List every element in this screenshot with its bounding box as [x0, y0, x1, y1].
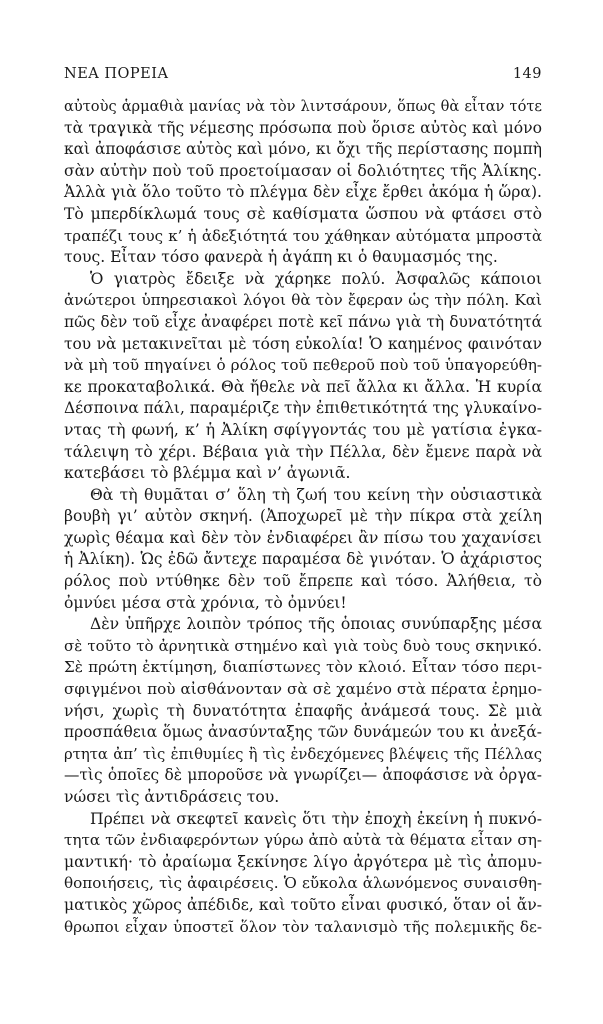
text-line: κατεβάσει τὸ βλέμμα καὶ ν’ ἀγωνιᾶ.	[64, 464, 351, 483]
text-line: ὀμνύει μέσα στὰ χρόνια, τὸ ὀμνύει!	[64, 593, 347, 612]
text-line: Τὸ μπερδίκλωμά τους σὲ καθίσματα ὥσπου νὰ φτάσει στὸ	[64, 204, 542, 223]
text-line: θρωποι εἶχαν ὑποστεῖ ὅλον τὸν ταλανισμὸ τῆς πολεμικῆς δε-	[64, 917, 542, 936]
text-line: ρόλος ποὺ ντύθηκε δὲν τοῦ ἔπρεπε καὶ τόσο. Ἀλήθεια, τὸ	[64, 572, 542, 591]
text-line: νήσι, χωρὶς τὴ δυνατότητα ἐπαφῆς ἀνάμεσά τους. Σὲ μιὰ	[64, 701, 542, 720]
text-line: νὰ μὴ τοῦ πηγαίνει ὁ ρόλος τοῦ πεθεροῦ ποὺ τοῦ ὑπαγορεύθη-	[64, 356, 542, 375]
text-line: αὐτοὺς ἁρμαθιὰ μανίας νὰ τὸν λιντσάρουν, ὅπως θὰ εἶταν τότε	[64, 98, 542, 115]
text-line: θοποιήσεις, τὶς ἀφαιρέσεις. Ὁ εὔκολα ἁλωνόμενος συναισθη-	[64, 874, 542, 893]
text-line: —τὶς ὁποῖες δὲ μποροῦσε νὰ γνωρίζει— ἀποφάσισε νὰ ὀργα-	[64, 766, 542, 785]
text-line: χωρὶς θέαμα καὶ δὲν τὸν ἐνδιαφέρει ἂν πίσω του χαχανίσει	[64, 528, 542, 547]
text-line: τητα τῶν ἐνδιαφερόντων γύρω ἀπὸ αὐτὰ τὰ θέματα εἶταν ση-	[64, 831, 542, 850]
text-line: Δέσποινα πάλι, παραμέριζε τὴν ἐπιθετικότητά της γλυκαίνο-	[64, 399, 542, 418]
text-line: ρτητα ἀπ’ τὶς ἐπιθυμίες ἢ τὶς ἐνδεχόμενες βλέψεις τῆς Πέλλας	[64, 745, 542, 763]
text-line: προσπάθεια ὅμως ἀνασύνταξης τῶν δυνάμεών του κι ἀνεξά-	[64, 723, 542, 742]
text-line: του νὰ μετακινεῖται μὲ τόση εὐκολία! Ὁ καημένος φαινόταν	[64, 334, 542, 353]
text-line: σὰν αὐτὴν ποὺ τοῦ προετοίμασαν οἱ δολιότητες τῆς Ἀλίκης.	[64, 161, 542, 180]
text-line: τάλειψη τὸ χέρι. Βέβαια γιὰ τὴν Πέλλα, δὲν ἔμενε παρὰ νὰ	[64, 442, 542, 461]
text-line: τραπέζι τους κ’ ἡ ἀδεξιότητά του χάθηκαν αὐτόματα μπροστὰ	[64, 226, 542, 245]
text-line: ντας τὴ φωνή, κ’ ἡ Ἀλίκη σφίγγοντάς του μὲ γατίσια ἐγκα-	[64, 420, 542, 439]
text-line: Δὲν ὑπῆρχε λοιπὸν τρόπος τῆς ὁποιας συνύπαρξης μέσα	[90, 615, 542, 634]
text-line: ἀνώτεροι ὑπηρεσιακοὶ λόγοι θὰ τὸν ἔφεραν ὡς τὴν πόλη. Καὶ	[64, 291, 542, 310]
text-line: Ὁ γιατρὸς ἔδειξε νὰ χάρηκε πολύ. Ἀσφαλῶς κάποιοι	[90, 269, 542, 288]
text-line: Σὲ πρώτη ἐκτίμηση, διαπίστωνες τὸν κλοιό. Εἶταν τόσο περι-	[64, 658, 542, 677]
text-line: κε προκαταβολικά. Θὰ ἤθελε νὰ πεῖ ἄλλα κι ἄλλα. Ἡ κυρία	[64, 377, 542, 396]
running-head: ΝΕΑ ΠΟΡΕΙΑ	[64, 66, 169, 82]
text-line: σὲ τοῦτο τὸ ἀρνητικὰ στημένο καὶ γιὰ τοὺς δυὸ τους σκηνικό.	[64, 636, 542, 655]
text-line: ἡ Ἀλίκη). Ὡς ἐδῶ ἄντεχε παραμέσα δὲ γινόταν. Ὁ ἀχάριστος	[64, 550, 542, 569]
text-line: σφιγμένοι ποὺ αἰσθάνονταν σὰ σὲ χαμένο στὰ πέρατα ἐρημο-	[64, 680, 542, 699]
body-text	[64, 96, 542, 938]
text-line: τους. Εἶταν τόσο φανερὰ ἡ ἀγάπη κι ὁ θαυμασμός της.	[64, 248, 498, 267]
text-line: πῶς δὲν τοῦ εἶχε ἀναφέρει ποτὲ κεῖ πάνω γιὰ τὴ δυνατότητά	[64, 312, 542, 331]
page-header	[64, 66, 542, 86]
text-line: Πρέπει νὰ σκεφτεῖ κανεὶς ὅτι τὴν ἐποχὴ ἐκείνη ἡ πυκνό-	[90, 809, 542, 828]
text-line: ματικὸς χῶρος ἀπέδιδε, καὶ τοῦτο εἶναι φυσικό, ὅταν οἱ ἄν-	[64, 895, 542, 914]
text-line: Ἀλλὰ γιὰ ὅλο τοῦτο τὸ πλέγμα δὲν εἶχε ἔρθει ἀκόμα ἡ ὥρα).	[64, 183, 542, 202]
text-line: καὶ ἀποφάσισε αὐτὸς καὶ μόνο, κι ὄχι τῆς περίστασης πομπὴ	[64, 140, 542, 159]
text-line: τὰ τραγικὰ τῆς νέμεσης πρόσωπα ποὺ ὅρισε αὐτὸς καὶ μόνο	[64, 118, 542, 137]
page-number: 149	[512, 66, 542, 82]
text-line: βουβὴ γι’ αὐτὸν σκηνή. (Ἀποχωρεῖ μὲ τὴν πίκρα στὰ χείλη	[64, 507, 542, 526]
text-line: Θὰ τὴ θυμᾶται σ’ ὅλη τὴ ζωή του κείνη τὴν οὐσιαστικὰ	[90, 485, 542, 504]
text-line: μαντική· τὸ ἀραίωμα ξεκίνησε λίγο ἀργότερα μὲ τὶς ἀπομυ-	[64, 852, 542, 871]
text-line: νώσει τὶς ἀντιδράσεις του.	[64, 788, 280, 806]
